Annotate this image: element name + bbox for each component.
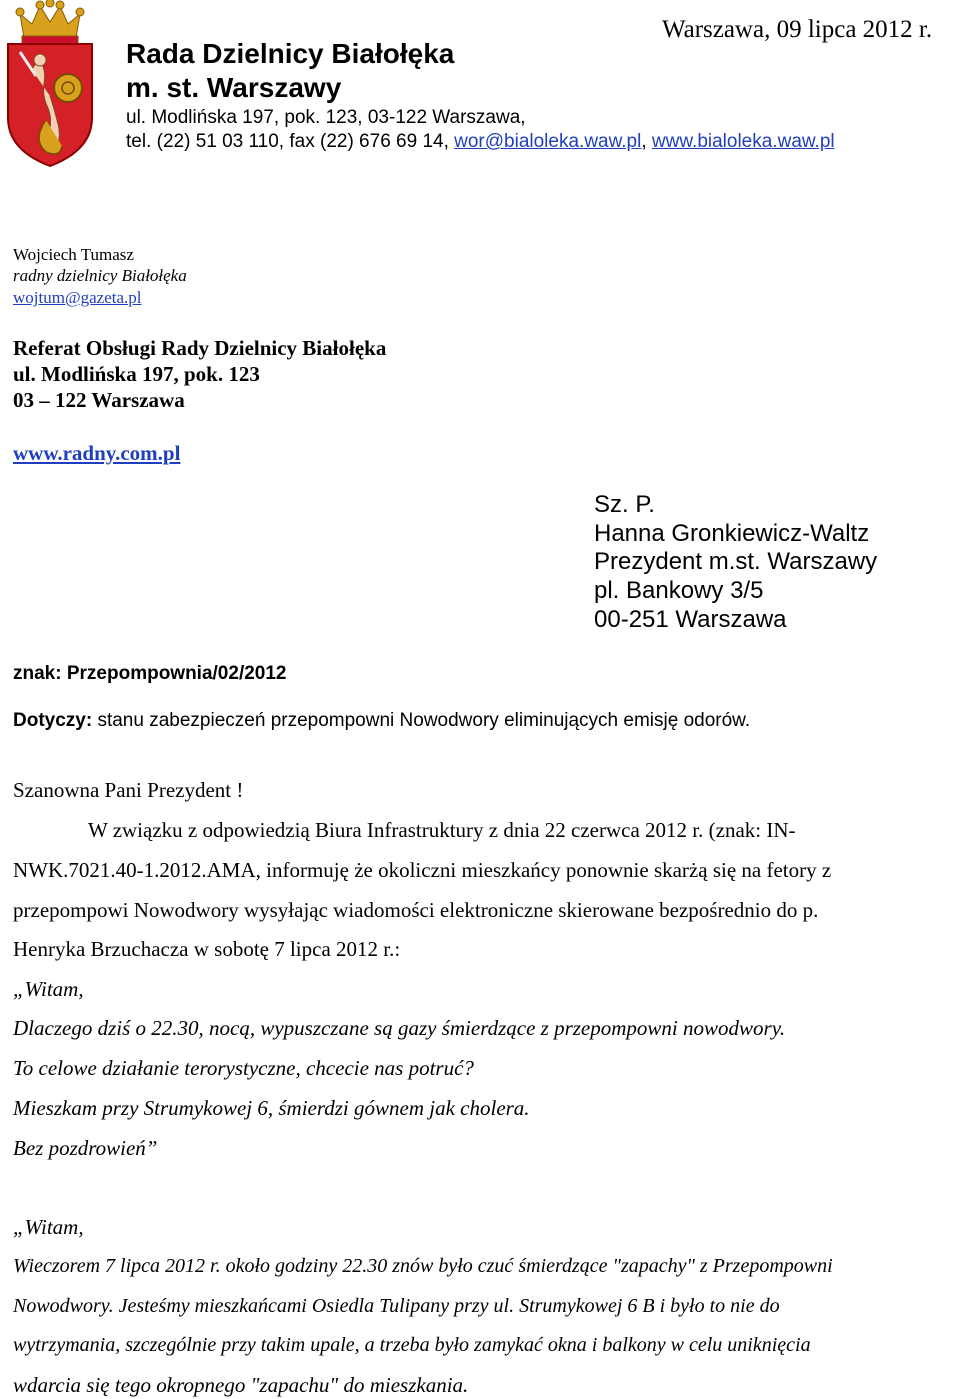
- org-name: Rada Dzielnicy Białołęka: [126, 38, 455, 69]
- subject-text: stanu zabezpieczeń przepompowni Nowodwory eliminujących emisję odorów.: [92, 710, 751, 731]
- greeting: Szanowna Pani Prezydent !: [13, 778, 244, 802]
- intro-line: NWK.7021.40-1.2012.AMA, informuję że okoliczni mieszkańcy ponownie skarżą się na fetory z: [13, 858, 832, 882]
- quote2-line: wytrzymania, szczególnie przy takim upale, a trzeba było zamykać okna i balkony w celu uniknięcia: [13, 1334, 811, 1356]
- subject-line: [13, 709, 750, 733]
- office-name: Referat Obsługi Rady Dzielnicy Białołęka: [13, 336, 387, 360]
- org-phone-fax: tel. (22) 51 03 110, fax (22) 676 69 14,: [126, 131, 455, 152]
- reference-sign: znak: Przepompownia/02/2012: [13, 663, 287, 684]
- quote2-line: Wieczorem 7 lipca 2012 r. około godziny 22.30 znów było czuć śmierdzące "zapachy" z Przepompowni: [13, 1255, 833, 1277]
- org-contact-separator: ,: [641, 131, 652, 152]
- org-website-link[interactable]: www.bialoleka.waw.pl: [651, 131, 835, 152]
- quote1-line: „Witam,: [13, 977, 84, 1001]
- recipient-title: Prezydent m.st. Warszawy: [594, 548, 878, 575]
- subject-label: Dotyczy:: [13, 710, 93, 731]
- org-email-link[interactable]: wor@bialoleka.waw.pl: [454, 131, 642, 152]
- recipient-name: Hanna Gronkiewicz-Waltz: [594, 520, 870, 547]
- org-address: ul. Modlińska 197, pok. 123, 03-122 Warszawa,: [126, 107, 526, 128]
- quote1-line: Mieszkam przy Strumykowej 6, śmierdzi gównem jak cholera.: [13, 1096, 530, 1120]
- quote2-line: „Witam,: [13, 1215, 84, 1239]
- recipient-postal: 00-251 Warszawa: [594, 606, 787, 633]
- recipient-salutation: Sz. P.: [594, 491, 655, 518]
- sender-name: Wojciech Tumasz: [13, 245, 134, 264]
- org-city: m. st. Warszawy: [126, 72, 342, 103]
- intro-line: W związku z odpowiedzią Biura Infrastruktury z dnia 22 czerwca 2012 r. (znak: IN-: [88, 818, 796, 842]
- quote2-line: Nowodwory. Jesteśmy mieszkańcami Osiedla Tulipany przy ul. Strumykowej 6 B i było to nie do: [13, 1295, 780, 1317]
- intro-line: przepompowi Nowodwory wysyłając wiadomości elektroniczne skierowane bezpośrednio do p.: [13, 898, 819, 922]
- office-postal: 03 – 122 Warszawa: [13, 388, 185, 412]
- warsaw-coat-of-arms-icon: [2, 0, 98, 170]
- quote2-line: wdarcia się tego okropnego "zapachu" do mieszkania.: [13, 1373, 469, 1397]
- org-contact: [126, 130, 835, 154]
- office-website-link[interactable]: www.radny.com.pl: [13, 441, 181, 465]
- quote1-line: Dlaczego dziś o 22.30, nocą, wypuszczane są gazy śmierdzące z przepompowni nowodwory.: [13, 1016, 786, 1040]
- office-street: ul. Modlińska 197, pok. 123: [13, 362, 260, 386]
- sender-role: radny dzielnicy Białołęka: [13, 266, 187, 285]
- quote1-line: Bez pozdrowień”: [13, 1136, 158, 1160]
- quote1-line: To celowe działanie terorystyczne, chcecie nas potruć?: [13, 1056, 474, 1080]
- recipient-street: pl. Bankowy 3/5: [594, 577, 764, 604]
- sender-email-link[interactable]: wojtum@gazeta.pl: [13, 288, 142, 307]
- letter-date: Warszawa, 09 lipca 2012 r.: [662, 16, 933, 43]
- intro-line: Henryka Brzuchacza w sobotę 7 lipca 2012 r.:: [13, 937, 401, 961]
